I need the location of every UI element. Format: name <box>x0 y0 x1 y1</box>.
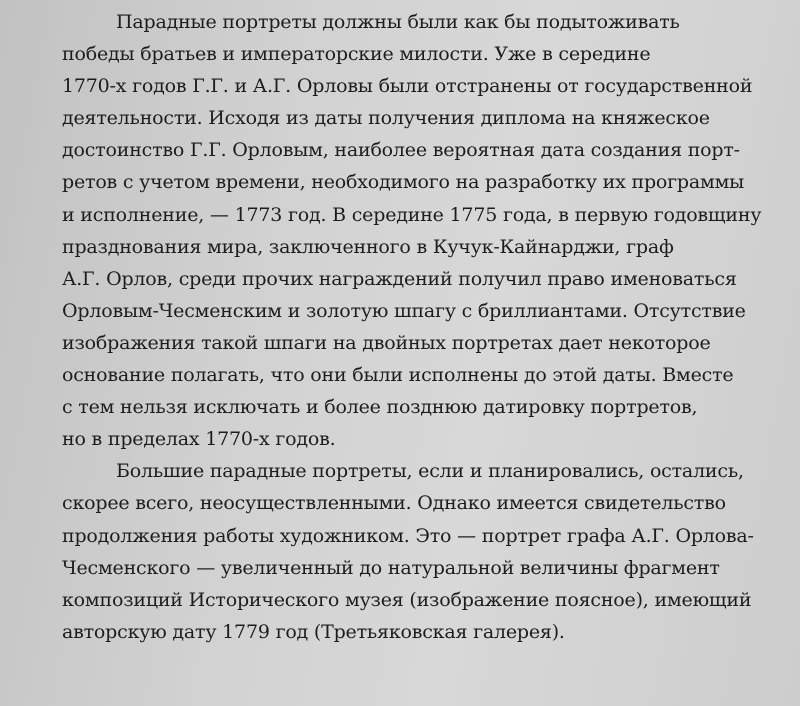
text-line: победы братьев и императорские милости. Уже в середине <box>62 43 651 66</box>
text-line: авторскую дату 1779 год (Третьяковская галерея). <box>62 620 565 643</box>
text-line: ретов с учетом времени, необходимого на разработку их программы <box>62 171 745 194</box>
paragraph-1 <box>62 6 800 455</box>
text-line: празднования мира, заключенного в Кучук-Кайнарджи, граф <box>62 235 674 258</box>
text-line: и исполнение, — 1773 год. В середине 1775 года, в первую годовщину <box>62 203 762 226</box>
text-line: основание полагать, что они были исполнены до этой даты. Вместе <box>62 364 734 387</box>
text-line: 1770-х годов Г.Г. и А.Г. Орловы были отстранены от государственной <box>62 75 753 98</box>
text-line: скорее всего, неосуществленными. Однако имеется свидетельство <box>62 492 726 515</box>
text-line: Парадные портреты должны были как бы подытоживать <box>116 11 680 33</box>
paragraph-2 <box>62 455 800 648</box>
body-text <box>62 6 800 648</box>
text-line: Большие парадные портреты, если и планировались, остались, <box>116 460 744 483</box>
text-line: А.Г. Орлов, среди прочих награждений получил право именоваться <box>62 267 737 290</box>
text-line: изображения такой шпаги на двойных портретах дает некоторое <box>62 331 711 354</box>
text-line: продолжения работы художником. Это — портрет графа А.Г. Орлова- <box>62 524 754 547</box>
text-line: композиций Исторического музея (изображение поясное), имеющий <box>62 588 752 611</box>
text-line: Чесменского — увеличенный до натуральной величины фрагмент <box>62 556 720 579</box>
text-line: но в пределах 1770-х годов. <box>62 428 336 451</box>
text-line: Орловым-Чесменским и золотую шпагу с бриллиантами. Отсутствие <box>62 299 746 322</box>
text-line: достоинство Г.Г. Орловым, наиболее вероятная дата создания порт- <box>62 139 740 162</box>
text-line: с тем нельзя исключать и более позднюю датировку портретов, <box>62 396 698 419</box>
text-line: деятельности. Исходя из даты получения диплома на княжеское <box>62 107 710 130</box>
